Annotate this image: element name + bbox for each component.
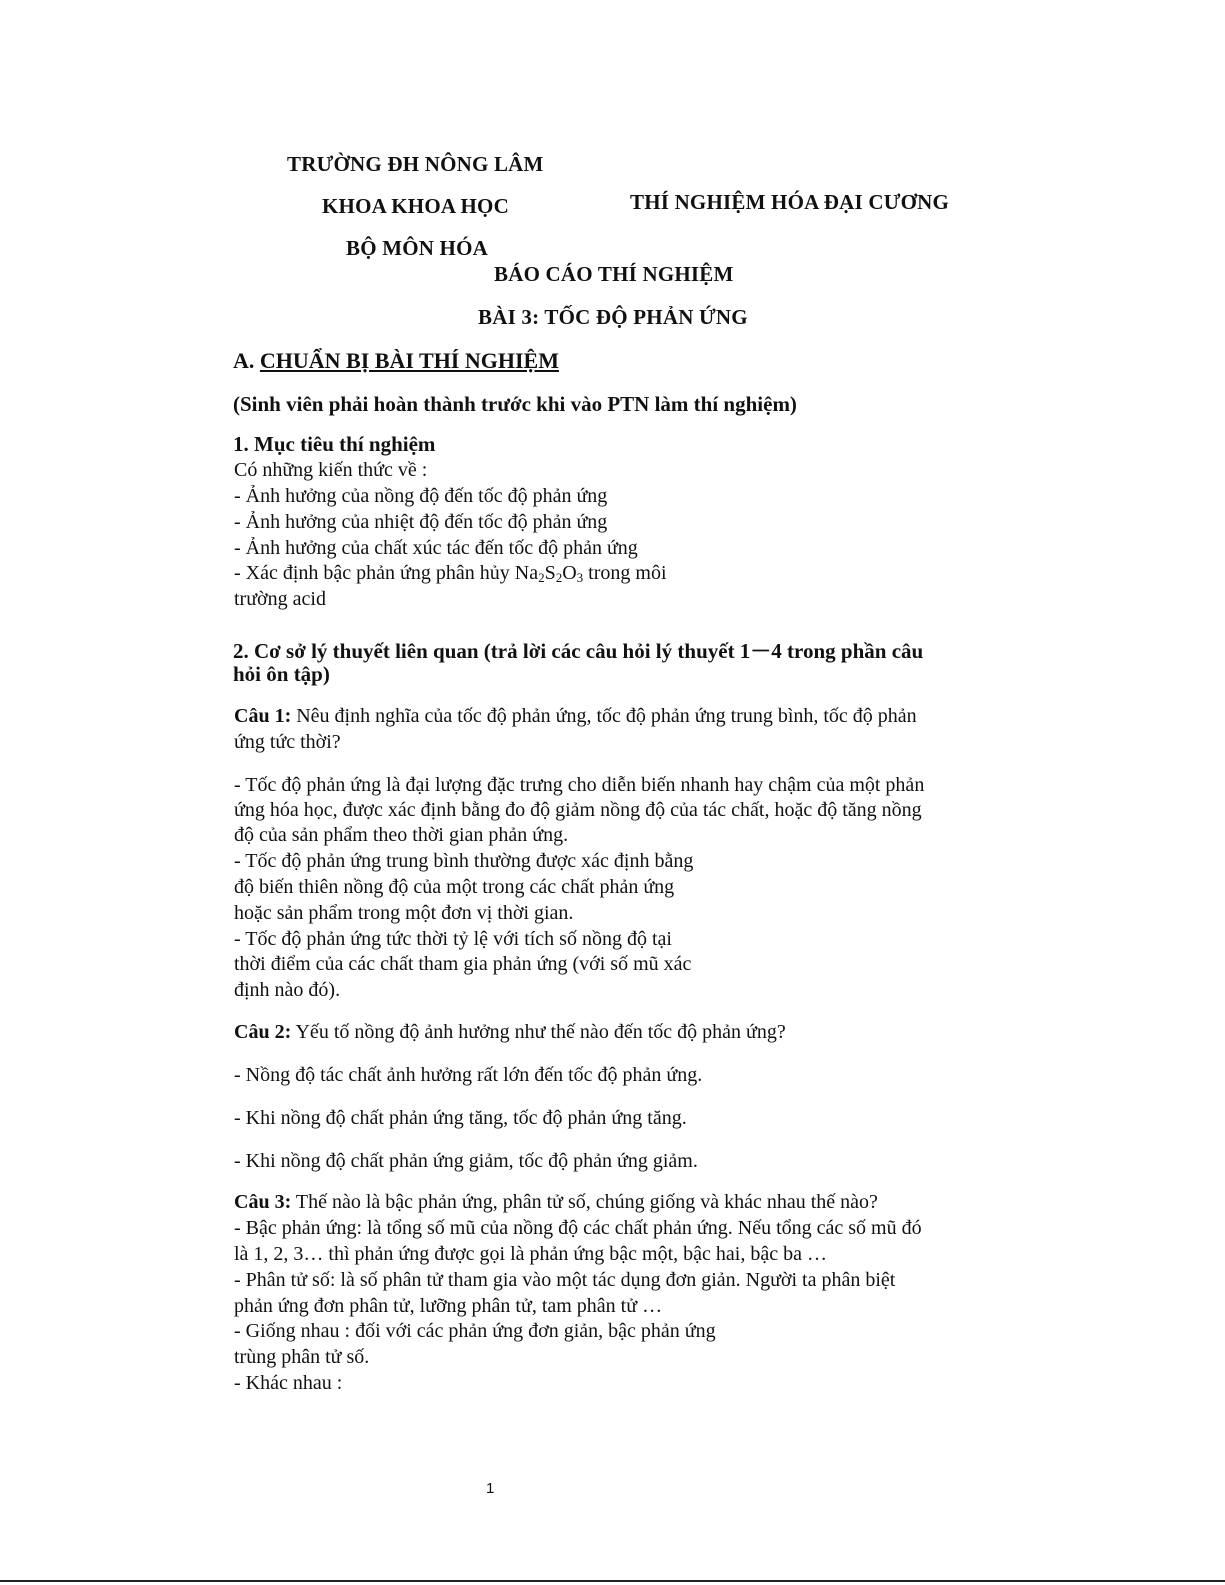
objective-item: - Ảnh hưởng của nồng độ đến tốc độ phản ứng	[234, 485, 608, 507]
question-1-cont: ứng tức thời?	[234, 731, 341, 753]
answer-line: định nào đó).	[234, 979, 341, 1001]
subscript: 2	[538, 570, 545, 585]
page-number: 1	[486, 1480, 495, 1497]
question-label: Câu 3:	[234, 1191, 292, 1213]
question-label: Câu 2:	[234, 1021, 292, 1043]
subscript: 3	[576, 570, 584, 585]
question-text: Thế nào là bậc phản ứng, phân tử số, chúng giống và khác nhau thế nào?	[291, 1191, 878, 1213]
answer-line: là 1, 2, 3… thì phản ứng được gọi là phản ứng bậc một, bậc hai, bậc ba …	[234, 1243, 827, 1265]
objective-item-cont: trường acid	[234, 588, 326, 610]
answer-line: hoặc sản phẩm trong một đơn vị thời gian.	[234, 902, 574, 924]
question-text: Yếu tố nồng độ ảnh hưởng như thế nào đến tốc độ phản ứng?	[291, 1021, 786, 1043]
university-name: TRƯỜNG ĐH NÔNG LÂM	[287, 152, 544, 176]
answer-line: độ biến thiên nồng độ của một trong các chất phản ứng	[234, 876, 675, 898]
answer-line: - Khi nồng độ chất phản ứng tăng, tốc độ phản ứng tăng.	[234, 1107, 687, 1129]
question-3	[234, 1191, 878, 1214]
formula-s: S	[544, 562, 556, 584]
report-title: BÁO CÁO THÍ NGHIỆM	[494, 262, 734, 286]
answer-line: - Khác nhau :	[234, 1372, 343, 1394]
answer-line: - Nồng độ tác chất ảnh hưởng rất lớn đến tốc độ phản ứng.	[234, 1064, 703, 1086]
faculty-name: KHOA KHOA HỌC	[322, 194, 509, 218]
question-text: Nêu định nghĩa của tốc độ phản ứng, tốc độ phản ứng trung bình, tốc độ phản	[291, 705, 917, 727]
question-1	[234, 705, 917, 728]
course-name: THÍ NGHIỆM HÓA ĐẠI CƯƠNG	[630, 190, 950, 214]
section-a-heading	[233, 348, 559, 374]
formula-o: O	[562, 562, 577, 584]
answer-line: thời điểm của các chất tham gia phản ứng (với số mũ xác	[234, 953, 692, 975]
section-a-prefix: A.	[233, 348, 260, 373]
answer-line: phản ứng đơn phân tử, lưỡng phân tử, tam phân tử …	[234, 1295, 663, 1317]
lesson-title: BÀI 3: TỐC ĐỘ PHẢN ỨNG	[478, 305, 748, 329]
page-bottom-divider	[0, 1580, 1225, 1582]
objective-item: - Ảnh hưởng của chất xúc tác đến tốc độ phản ứng	[234, 537, 638, 559]
question-label: Câu 1:	[234, 705, 292, 727]
answer-line: - Bậc phản ứng: là tổng số mũ của nồng độ các chất phản ứng. Nếu tổng các số mũ đó	[234, 1217, 922, 1239]
answer-line: - Phân tử số: là số phân tử tham gia vào một tác dụng đơn giản. Người ta phân biệt	[234, 1269, 896, 1291]
section-a-title: CHUẨN BỊ BÀI THÍ NGHIỆM	[259, 348, 559, 373]
department-name: BỘ MÔN HÓA	[346, 236, 488, 260]
section-a-note: (Sinh viên phải hoàn thành trước khi vào PTN làm thí nghiệm)	[233, 392, 797, 416]
answer-line: - Tốc độ phản ứng tức thời tỷ lệ với tích số nồng độ tại	[234, 928, 672, 950]
answer-line: trùng phân tử số.	[234, 1346, 370, 1368]
objective-item: - Ảnh hưởng của nhiệt độ đến tốc độ phản ứng	[234, 511, 608, 533]
objective-item-text: - Xác định bậc phản ứng phân hủy Na	[234, 562, 539, 584]
answer-line: - Giống nhau : đối với các phản ứng đơn giản, bậc phản ứng	[234, 1320, 716, 1342]
question-2	[234, 1021, 786, 1044]
objective-item-formula	[234, 562, 667, 585]
subscript: 2	[555, 570, 563, 585]
answer-line: - Tốc độ phản ứng là đại lượng đặc trưng cho diễn biến nhanh hay chậm của một phản	[234, 774, 925, 796]
theory-heading-line1: 2. Cơ sở lý thuyết liên quan (trả lời các câu hỏi lý thuyết 1－4 trong phần câu	[233, 639, 924, 663]
answer-line: - Khi nồng độ chất phản ứng giảm, tốc độ phản ứng giảm.	[234, 1150, 698, 1172]
answer-line: - Tốc độ phản ứng trung bình thường được xác định bằng	[234, 850, 694, 872]
objectives-intro: Có những kiến thức về :	[234, 459, 428, 481]
objectives-heading: 1. Mục tiêu thí nghiệm	[233, 432, 436, 456]
objective-item-text: trong môi	[583, 562, 667, 584]
answer-line: ứng hóa học, được xác định bằng đo độ giảm nồng độ của tác chất, hoặc độ tăng nồng	[234, 799, 922, 821]
theory-heading-line2: hỏi ôn tập)	[233, 662, 330, 686]
answer-line: độ của sản phẩm theo thời gian phản ứng.	[234, 824, 569, 846]
